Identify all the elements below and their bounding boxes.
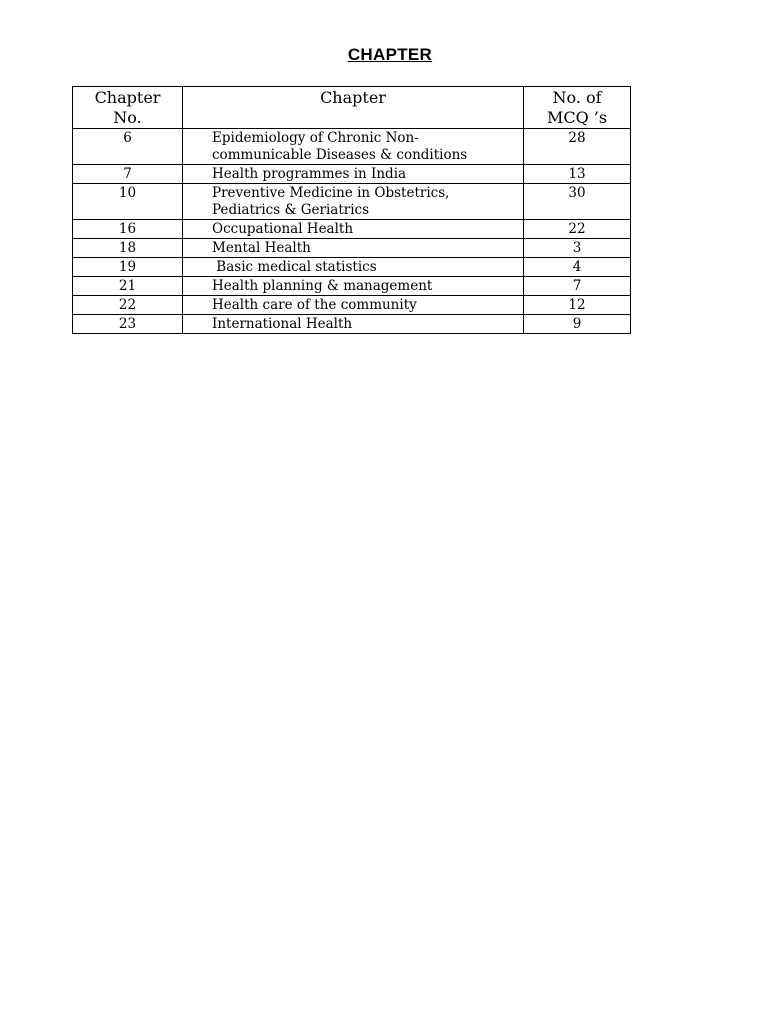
header-mcq — [524, 87, 631, 129]
table-row — [73, 315, 631, 334]
table-row — [73, 220, 631, 239]
chapter-no-cell: 6 — [73, 129, 183, 165]
table-row — [73, 129, 631, 165]
chapter-table — [72, 86, 631, 334]
chapter-no-cell: 18 — [73, 239, 183, 258]
mcq-count-cell: 22 — [524, 220, 631, 239]
chapter-name-cell: Occupational Health — [183, 220, 524, 239]
mcq-count-cell: 3 — [524, 239, 631, 258]
chapter-name-cell: Epidemiology of Chronic Non-communicable Diseases & conditions — [183, 129, 524, 165]
chapter-no-cell: 7 — [73, 165, 183, 184]
table-header-row — [73, 87, 631, 129]
header-chapter-no — [73, 87, 183, 129]
chapter-name-cell: Health programmes in India — [183, 165, 524, 184]
mcq-count-cell: 12 — [524, 296, 631, 315]
mcq-count-cell: 4 — [524, 258, 631, 277]
header-chapter-label: Chapter — [320, 88, 386, 107]
mcq-count-cell: 30 — [524, 184, 631, 220]
chapter-name-cell: Mental Health — [183, 239, 524, 258]
header-chapter-no-label: Chapter No. — [94, 88, 161, 127]
table-row — [73, 258, 631, 277]
chapter-no-cell: 16 — [73, 220, 183, 239]
chapter-name-cell: Basic medical statistics — [183, 258, 524, 277]
chapter-name-cell: Health planning & management — [183, 277, 524, 296]
table-row — [73, 239, 631, 258]
mcq-count-cell: 28 — [524, 129, 631, 165]
chapter-name-cell: Preventive Medicine in Obstetrics, Pediatrics & Geriatrics — [183, 184, 524, 220]
table-row — [73, 277, 631, 296]
chapter-name-cell: Health care of the community — [183, 296, 524, 315]
header-chapter — [183, 87, 524, 129]
table-row — [73, 296, 631, 315]
mcq-count-cell: 7 — [524, 277, 631, 296]
mcq-count-cell: 9 — [524, 315, 631, 334]
table-row — [73, 184, 631, 220]
header-mcq-label: No. of MCQ ’s — [546, 88, 608, 127]
mcq-count-cell: 13 — [524, 165, 631, 184]
chapter-no-cell: 22 — [73, 296, 183, 315]
chapter-no-cell: 21 — [73, 277, 183, 296]
table-row — [73, 165, 631, 184]
chapter-no-cell: 19 — [73, 258, 183, 277]
page-title: CHAPTER — [347, 45, 433, 64]
chapter-no-cell: 23 — [73, 315, 183, 334]
chapter-no-cell: 10 — [73, 184, 183, 220]
chapter-name-cell: International Health — [183, 315, 524, 334]
